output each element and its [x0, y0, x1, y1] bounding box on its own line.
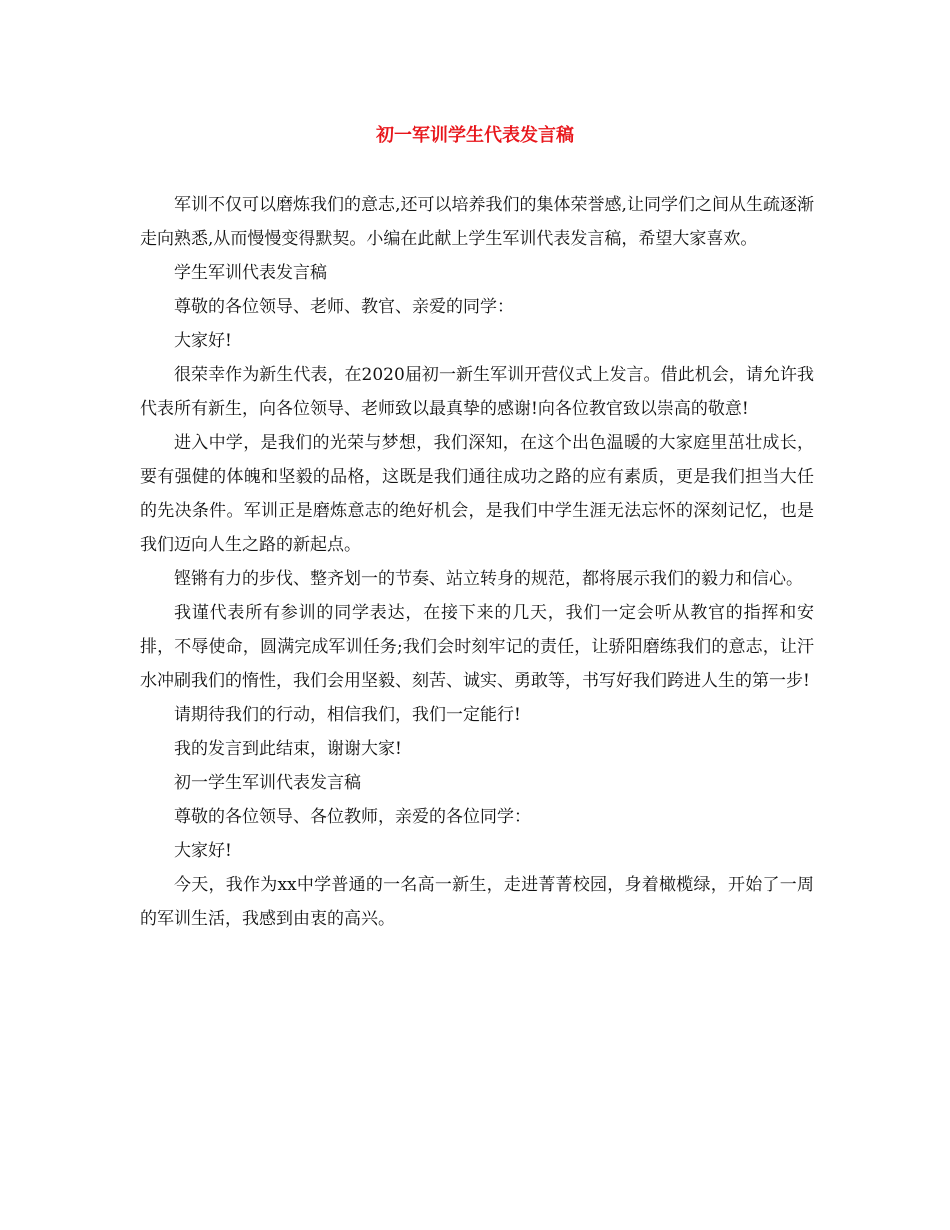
- paragraph-honor: 很荣幸作为新生代表，在2020届初一新生军训开营仪式上发言。借此机会，请允许我代表所有新生，向各位领导、老师致以最真挚的感谢!向各位教官致以崇高的敬意!: [140, 365, 814, 419]
- paragraph-greeting-1: 大家好!: [174, 331, 232, 351]
- paragraph-steps: 铿锵有力的步伐、整齐划一的节奏、站立转身的规范，都将展示我们的毅力和信心。: [174, 569, 803, 589]
- paragraph-heading-speech-2: 初一学生军训代表发言稿: [174, 773, 361, 793]
- document-body: [140, 188, 814, 936]
- paragraph-greeting-2: 大家好!: [174, 841, 232, 861]
- document-title: 初一军训学生代表发言稿: [376, 125, 574, 146]
- paragraph-middle-school: 进入中学，是我们的光荣与梦想，我们深知，在这个出色温暖的大家庭里茁壮成长，要有强健的体魄和坚毅的品格，这既是我们通往成功之路的应有素质，更是我们担当大任的先决条件。军训正是磨炼意志的绝好机会，是我们中学生涯无法忘怀的深刻记忆，也是我们迈向人生之路的新起点。: [140, 433, 814, 555]
- paragraph-salutation-1: 尊敬的各位领导、老师、教官、亲爱的同学：: [174, 297, 514, 317]
- paragraph-intro: 军训不仅可以磨炼我们的意志,还可以培养我们的集体荣誉感,让同学们之间从生疏逐渐走向熟悉,从而慢慢变得默契。小编在此献上学生军训代表发言稿，希望大家喜欢。: [140, 195, 814, 249]
- paragraph-closing-1: 我的发言到此结束，谢谢大家!: [174, 739, 402, 759]
- paragraph-salutation-2: 尊敬的各位领导、各位教师，亲爱的各位同学：: [174, 807, 531, 827]
- paragraph-today: 今天，我作为xx中学普通的一名高一新生，走进菁菁校园，身着橄榄绿，开始了一周的军训生活，我感到由衷的高兴。: [140, 875, 814, 929]
- paragraph-pledge: 我谨代表所有参训的同学表达，在接下来的几天，我们一定会听从教官的指挥和安排，不辱使命，圆满完成军训任务;我们会时刻牢记的责任，让骄阳磨练我们的意志，让汗水冲刷我们的惰性，我们会用坚毅、刻苦、诚实、勇敢等，书写好我们跨进人生的第一步!: [140, 603, 814, 691]
- paragraph-heading-speech-1: 学生军训代表发言稿: [174, 263, 327, 283]
- paragraph-expect: 请期待我们的行动，相信我们，我们一定能行!: [174, 705, 521, 725]
